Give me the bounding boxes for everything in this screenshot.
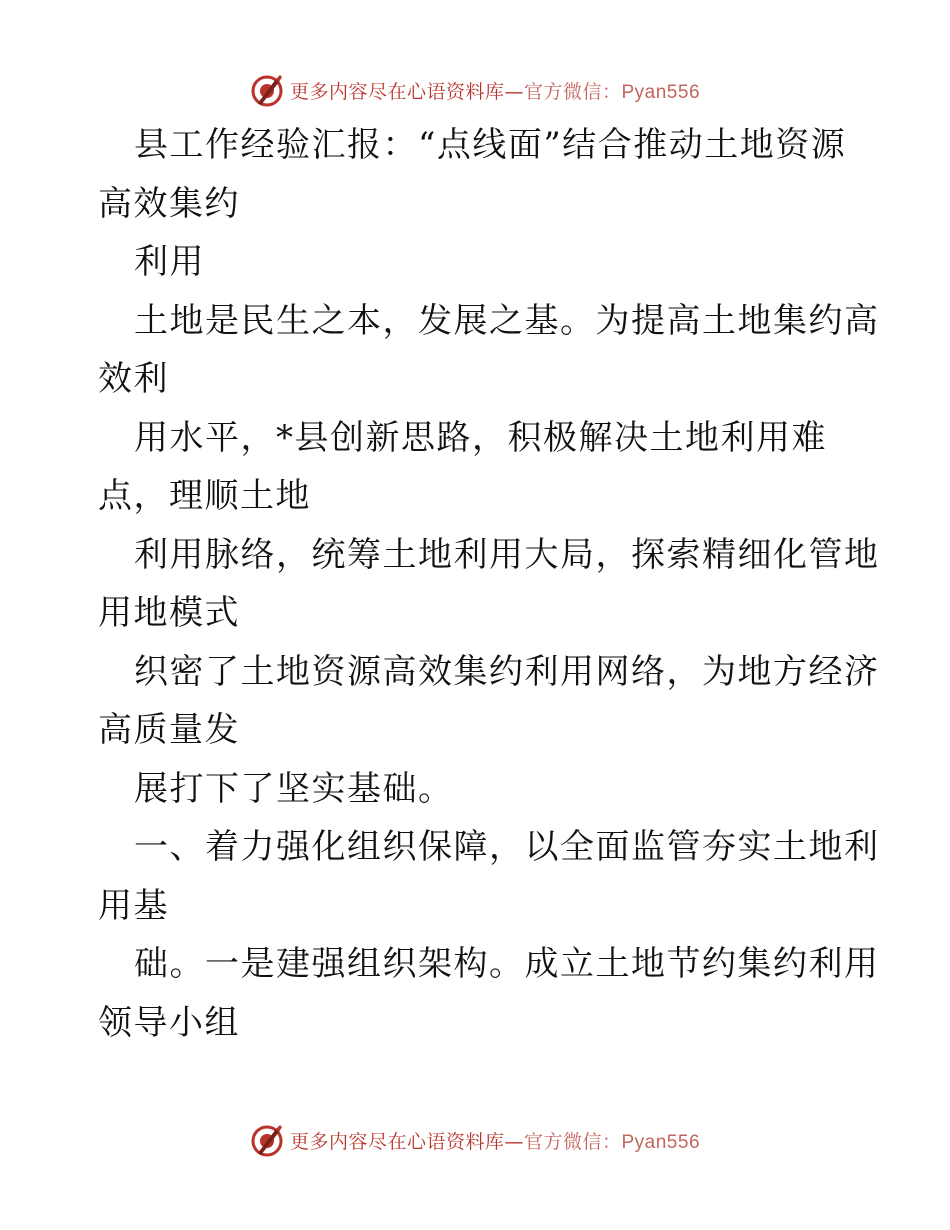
text-line: 一、着力强化组织保障，以全面监管夯实土地利 <box>134 827 880 867</box>
text-line: 展打下了坚实基础。 <box>134 768 454 809</box>
text-line: 织密了土地资源高效集约利用网络，为地方经济 <box>134 651 880 692</box>
text-line: 领导小组 <box>98 1002 240 1043</box>
document-body <box>98 116 880 1052</box>
watermark-site-name: 更多内容尽在心语资料库 <box>289 1130 505 1153</box>
text-line: 效利 <box>98 359 169 399</box>
watermark-wechat-label: 官方微信： <box>523 80 622 103</box>
text-line: 用基 <box>98 885 169 926</box>
watermark-wechat-id: Pyan556 <box>621 81 701 103</box>
text-line: 础。一是建强组织架构。成立土地节约集约利用 <box>134 944 880 984</box>
watermark-wechat-label: 官方微信： <box>523 1130 622 1153</box>
text-line: 点，理顺土地 <box>98 476 311 516</box>
watermark-site-name: 更多内容尽在心语资料库 <box>289 80 505 103</box>
text-line: 高质量发 <box>98 710 240 750</box>
watermark-group <box>250 73 700 107</box>
watermark-separator: — <box>504 1130 524 1153</box>
text-line: 县工作经验汇报：“点线面”结合推动土地资源 <box>134 125 847 165</box>
header-watermark <box>0 70 950 110</box>
watermark-separator: — <box>504 80 524 103</box>
watermark-group <box>250 1123 700 1157</box>
text-line: 利用脉络，统筹土地利用大局，探索精细化管地 <box>134 534 880 575</box>
watermark-text <box>290 1127 700 1154</box>
footer-watermark <box>0 1120 950 1160</box>
text-line: 利用 <box>134 242 205 282</box>
text-line: 用水平，*县创新思路，积极解决土地利用难 <box>134 417 827 458</box>
pen-logo-icon <box>250 1123 284 1157</box>
watermark-wechat-id: Pyan556 <box>621 1131 701 1153</box>
text-line: 用地模式 <box>98 593 240 633</box>
text-line: 土地是民生之本，发展之基。为提高土地集约高 <box>134 300 880 341</box>
watermark-text <box>290 77 700 104</box>
pen-logo-icon <box>250 73 284 107</box>
text-line: 高效集约 <box>98 183 240 224</box>
